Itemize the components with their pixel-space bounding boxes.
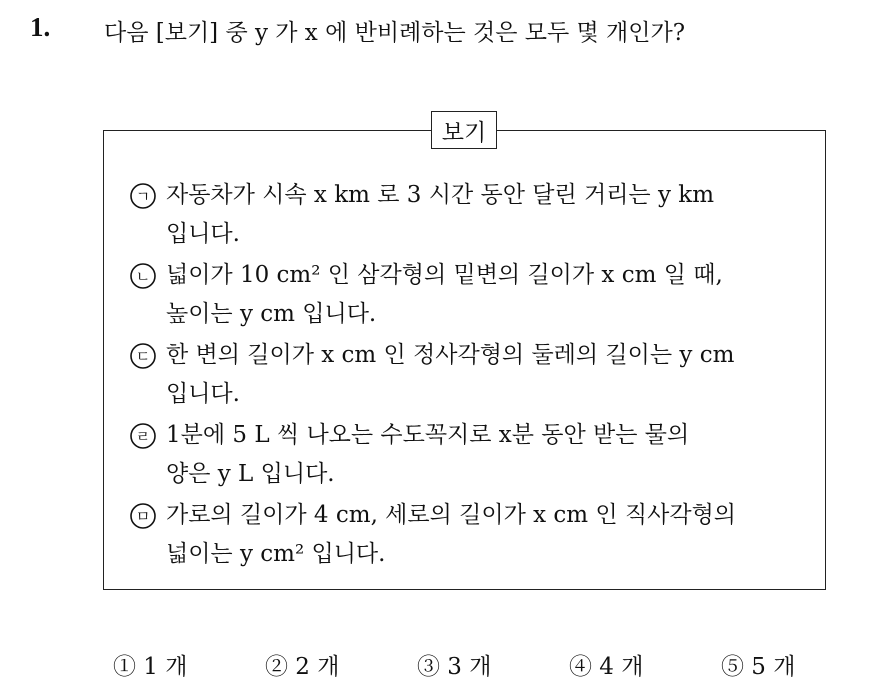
example-box-title: 보기 <box>431 111 497 149</box>
answer-choice-4[interactable]: ④ 4 개 <box>569 654 644 680</box>
circled-nieun-marker <box>128 256 166 295</box>
example-item-5-line-2: 넓이는 y cm² 입니다. <box>166 541 386 567</box>
example-item-1-line-2: 입니다. <box>166 221 240 247</box>
question-text: 다음 [보기] 중 y 가 x 에 반비례하는 것은 모두 몇 개인가? <box>104 20 686 46</box>
example-items <box>128 176 818 576</box>
svg-text:ㄴ: ㄴ <box>135 267 151 285</box>
question-number: 1. <box>30 12 51 42</box>
svg-text:ㄱ: ㄱ <box>135 187 151 205</box>
example-item-3-line-1: 한 변의 길이가 x cm 인 정사각형의 둘레의 길이는 y cm <box>166 342 735 368</box>
example-item-2 <box>128 256 818 334</box>
circled-mieum-marker <box>128 496 166 535</box>
example-item-5 <box>128 496 818 574</box>
answer-choice-3[interactable]: ③ 3 개 <box>417 654 492 680</box>
example-item-2-line-1: 넓이가 10 cm² 인 삼각형의 밑변의 길이가 x cm 일 때, <box>166 262 723 288</box>
example-item-4-line-2: 양은 y L 입니다. <box>166 461 335 487</box>
answer-choice-1[interactable]: ① 1 개 <box>113 654 188 680</box>
example-item-5-line-1: 가로의 길이가 4 cm, 세로의 길이가 x cm 인 직사각형의 <box>166 502 737 528</box>
svg-text:ㄷ: ㄷ <box>135 347 151 365</box>
example-item-3 <box>128 336 818 414</box>
answer-choice-5[interactable]: ⑤ 5 개 <box>721 654 796 680</box>
circled-rieul-marker <box>128 416 166 455</box>
svg-text:ㄹ: ㄹ <box>135 427 151 445</box>
example-item-1 <box>128 176 818 254</box>
example-item-3-line-2: 입니다. <box>166 381 240 407</box>
circled-digeut-marker <box>128 336 166 375</box>
example-item-4 <box>128 416 818 494</box>
answer-choice-2[interactable]: ② 2 개 <box>265 654 340 680</box>
example-item-4-line-1: 1분에 5 L 씩 나오는 수도꼭지로 x분 동안 받는 물의 <box>166 422 690 448</box>
example-item-1-line-1: 자동차가 시속 x km 로 3 시간 동안 달린 거리는 y km <box>166 182 715 208</box>
svg-text:ㅁ: ㅁ <box>135 507 151 525</box>
example-item-2-line-2: 높이는 y cm 입니다. <box>166 301 377 327</box>
circled-giyeok-marker <box>128 176 166 215</box>
